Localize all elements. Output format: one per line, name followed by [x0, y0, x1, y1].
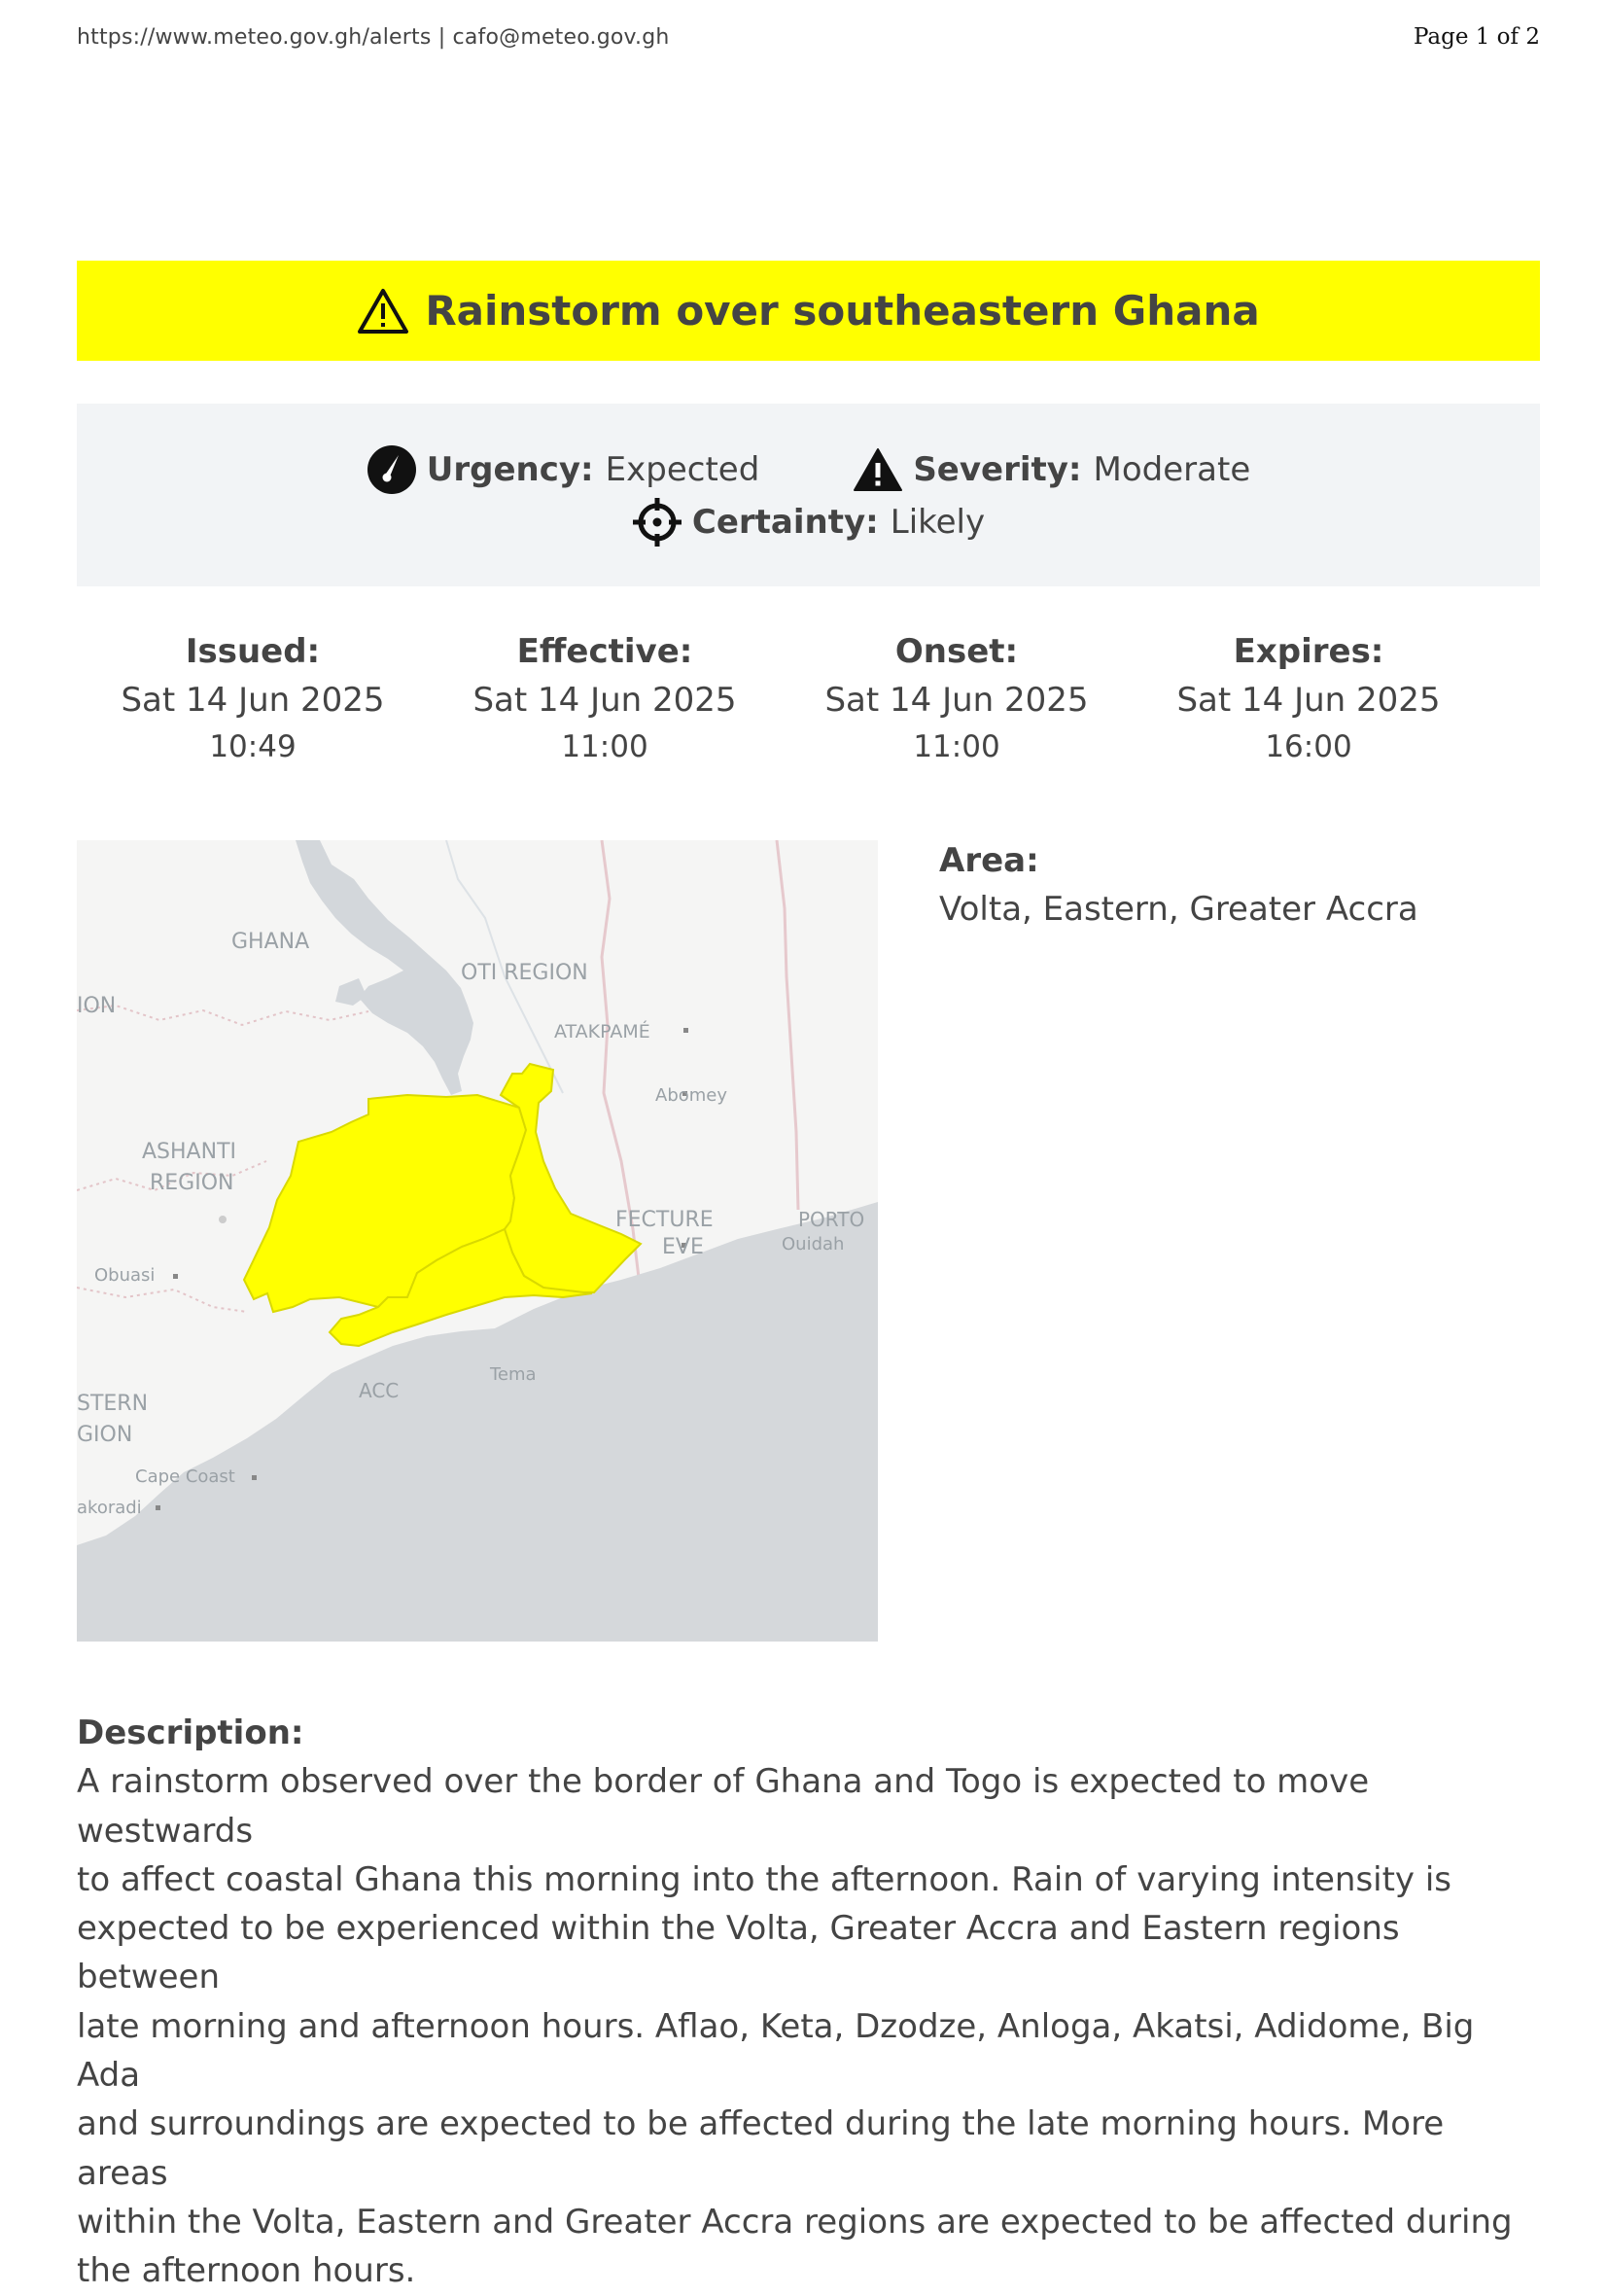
- issued-label: Issued:: [185, 632, 321, 671]
- map-label: Obuasi: [94, 1265, 156, 1286]
- severity-value: Moderate: [1093, 450, 1251, 489]
- gauge-icon: [367, 444, 417, 495]
- urgency-label: Urgency:: [426, 450, 594, 489]
- onset-label: Onset:: [894, 632, 1019, 671]
- map-label: GION: [77, 1423, 133, 1447]
- city-dot: [156, 1505, 160, 1510]
- onset-date: Sat 14 Jun 2025: [824, 681, 1089, 720]
- onset-column: [781, 627, 1133, 773]
- expires-date: Sat 14 Jun 2025: [1176, 681, 1441, 720]
- description-text: A rainstorm observed over the border of Ghana and Togo is expected to move westwards to affect coastal Ghana this morning into the afternoon. Rain of varying intensity is expected to be experienced within the Volta, Greater Accra and Eastern regions between late morning and afternoon hours. Aflao, Keta, Dzodze, Anloga, Akatsi, Adidome, Big Ada and surroundings are expected to be affected during the late morning hours. More areas within the Volta, Eastern and Greater Accra regions are expected to be affected during the afternoon hours.: [77, 1762, 1513, 2291]
- area-section: [939, 836, 1542, 934]
- map-label: ASHANTI: [142, 1140, 236, 1164]
- map-label: GHANA: [231, 930, 310, 954]
- contact-email[interactable]: cafo@meteo.gov.gh: [452, 25, 670, 50]
- certainty-item: [632, 497, 985, 548]
- certainty-label: Certainty:: [691, 503, 879, 542]
- map-label: REGION: [150, 1171, 234, 1195]
- alert-times: [77, 627, 1485, 773]
- city-dot: [252, 1475, 257, 1480]
- map-label: ACC: [359, 1379, 400, 1402]
- alert-title: Rainstorm over southeastern Ghana: [425, 287, 1260, 335]
- map-label: FECTURE: [615, 1208, 714, 1232]
- expires-column: [1133, 627, 1485, 773]
- header-separator: |: [431, 25, 453, 50]
- alert-area-map: [77, 840, 878, 1642]
- urgency-item: [367, 444, 760, 495]
- source-url[interactable]: https://www.meteo.gov.gh/alerts: [77, 25, 432, 50]
- area-value: Volta, Eastern, Greater Accra: [939, 890, 1418, 929]
- expires-time: 16:00: [1265, 729, 1352, 764]
- description-section: [77, 1709, 1545, 2296]
- urgency-value: Expected: [605, 450, 760, 489]
- issued-date: Sat 14 Jun 2025: [121, 681, 385, 720]
- onset-time: 11:00: [913, 729, 1000, 764]
- area-label: Area:: [939, 841, 1039, 880]
- page-number: Page 1 of 2: [1413, 24, 1540, 50]
- city-dot: [683, 1028, 688, 1033]
- effective-column: [429, 627, 781, 773]
- map-label: ATAKPAMÉ: [554, 1021, 650, 1042]
- page-header-source: [77, 25, 670, 50]
- map-label: Abomey: [655, 1085, 728, 1106]
- map-label: PORTO: [798, 1208, 865, 1231]
- severity-item: [853, 444, 1250, 495]
- warning-triangle-outline-icon: [357, 287, 409, 336]
- description-label: Description:: [77, 1713, 304, 1752]
- effective-label: Effective:: [516, 632, 693, 671]
- city-dot: [219, 1216, 227, 1223]
- alert-meta-box: [77, 404, 1540, 586]
- effective-date: Sat 14 Jun 2025: [472, 681, 737, 720]
- crosshair-icon: [632, 497, 682, 548]
- city-dot: [173, 1274, 178, 1279]
- map-label: STERN: [77, 1392, 149, 1416]
- map-label: OTI REGION: [461, 961, 588, 985]
- map-label: EVE: [662, 1235, 704, 1259]
- map-label: ION: [77, 994, 117, 1018]
- map-label: akoradi: [77, 1498, 142, 1518]
- map-label: Tema: [490, 1364, 537, 1385]
- map-label: Cape Coast: [135, 1466, 235, 1487]
- map-label: Ouidah: [782, 1234, 845, 1254]
- warning-triangle-filled-icon: [853, 444, 903, 495]
- map-canvas: [77, 840, 878, 1642]
- effective-time: 11:00: [561, 729, 648, 764]
- certainty-value: Likely: [890, 503, 986, 542]
- alert-title-banner: [77, 261, 1540, 361]
- severity-label: Severity:: [913, 450, 1082, 489]
- issued-column: [77, 627, 429, 773]
- issued-time: 10:49: [209, 729, 297, 764]
- expires-label: Expires:: [1233, 632, 1384, 671]
